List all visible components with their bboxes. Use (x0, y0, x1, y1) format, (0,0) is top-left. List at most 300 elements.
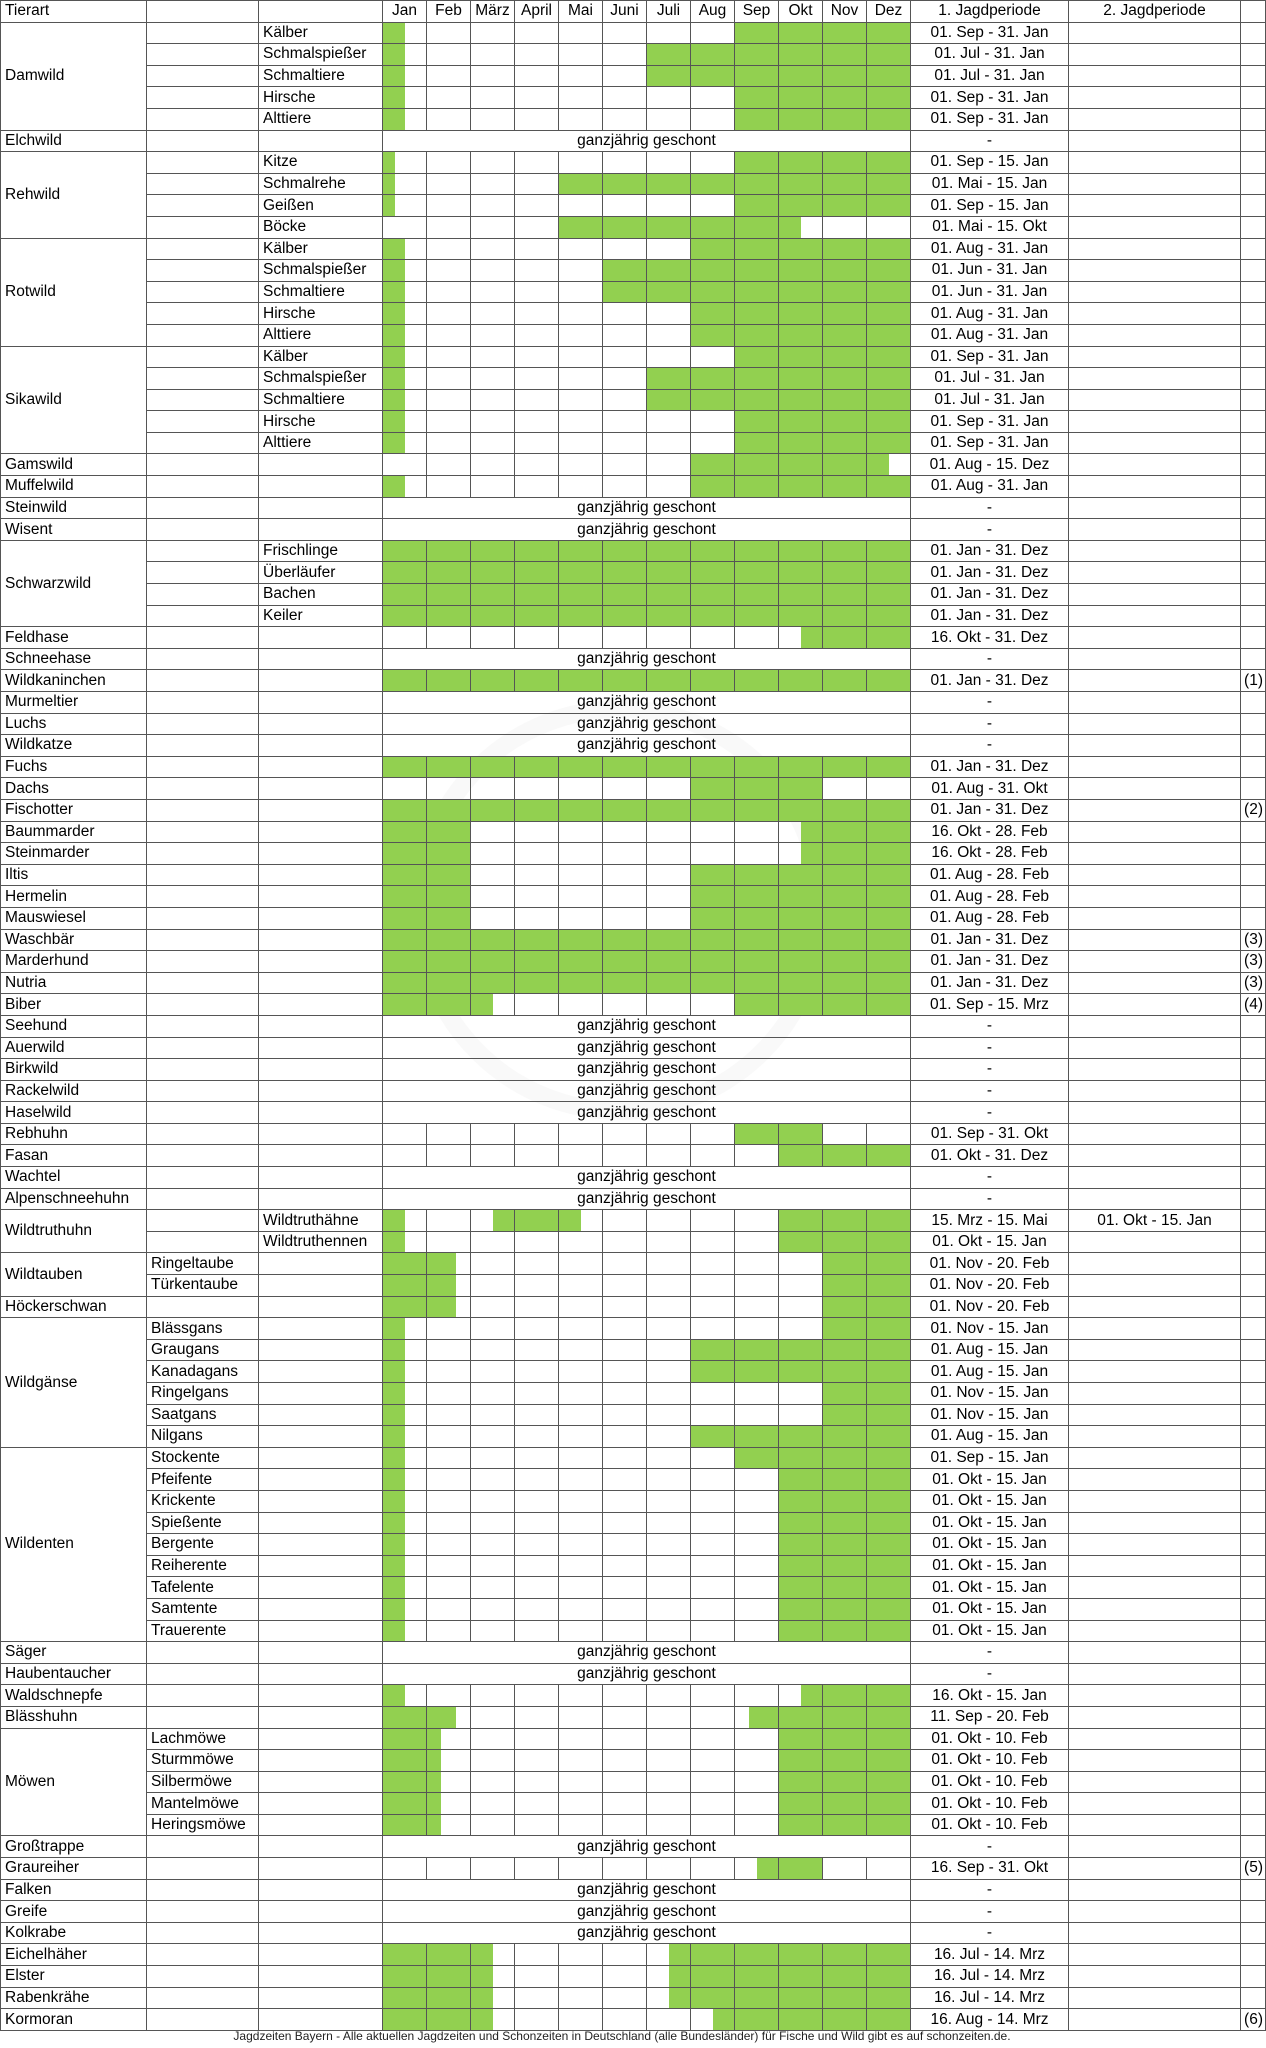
month-cell (383, 1231, 427, 1253)
hunting-period-2 (1069, 152, 1241, 174)
open-season-fill (735, 951, 778, 972)
closed-season-label: ganzjährig geschont (383, 1663, 911, 1685)
open-season-fill (427, 822, 470, 843)
species-name: Mauswiesel (1, 907, 147, 929)
open-season-fill (735, 800, 778, 821)
month-cell (559, 951, 603, 973)
month-cell (427, 1750, 471, 1772)
open-season-fill (867, 1210, 910, 1231)
footnote-ref: (3) (1241, 929, 1266, 951)
month-cell (691, 1685, 735, 1707)
open-season-fill (779, 66, 822, 87)
hunting-period-2 (1069, 1598, 1241, 1620)
open-season-fill (647, 282, 690, 303)
table-row (1, 1296, 1266, 1318)
month-cell (383, 1944, 427, 1966)
month-cell (471, 1490, 515, 1512)
closed-season-label: ganzjährig geschont (383, 1059, 911, 1081)
month-cell (867, 454, 911, 476)
hunting-period-2 (1069, 281, 1241, 303)
month-cell (427, 476, 471, 498)
month-cell (559, 22, 603, 44)
month-cell (427, 44, 471, 66)
footnote-ref (1241, 281, 1266, 303)
hunting-period-1: 01. Sep - 15. Jan (911, 152, 1069, 174)
open-season-fill (823, 1275, 866, 1296)
month-cell (823, 1555, 867, 1577)
month-cell (647, 44, 691, 66)
month-cell (383, 1620, 427, 1642)
month-cell (383, 1318, 427, 1340)
month-cell (779, 1944, 823, 1966)
table-row (1, 1728, 1266, 1750)
month-cell (647, 195, 691, 217)
month-cell (691, 173, 735, 195)
open-season-fill (383, 930, 426, 951)
hunting-period-1: 16. Okt - 28. Feb (911, 843, 1069, 865)
open-season-fill (735, 195, 778, 216)
month-cell (735, 1447, 779, 1469)
open-season-fill (735, 87, 778, 108)
hunting-period-1: 01. Jul - 31. Jan (911, 368, 1069, 390)
month-cell (647, 454, 691, 476)
month-cell (779, 1706, 823, 1728)
empty-cell (147, 584, 259, 606)
open-season-fill (427, 1944, 470, 1965)
month-cell (647, 1318, 691, 1340)
month-cell (691, 476, 735, 498)
hunting-period-2 (1069, 1318, 1241, 1340)
month-cell (735, 65, 779, 87)
month-cell (691, 1858, 735, 1880)
open-season-fill (735, 282, 778, 303)
month-cell (603, 173, 647, 195)
hunting-period-1: 01. Jul - 31. Jan (911, 65, 1069, 87)
month-cell (779, 108, 823, 130)
month-cell (427, 843, 471, 865)
empty-cell (147, 1663, 259, 1685)
species-name: Auerwild (1, 1037, 147, 1059)
open-season-fill (691, 1426, 734, 1447)
open-season-fill (383, 23, 405, 44)
month-cell (779, 951, 823, 973)
month-cell (735, 87, 779, 109)
open-season-fill (647, 66, 690, 87)
table-row (1, 519, 1266, 541)
month-cell (647, 368, 691, 390)
table-row (1, 1944, 1266, 1966)
month-cell (471, 1685, 515, 1707)
month-cell (691, 1296, 735, 1318)
open-season-fill (867, 195, 910, 216)
month-cell (471, 540, 515, 562)
hunting-period-1: 16. Jul - 14. Mrz (911, 1987, 1069, 2009)
month-cell (647, 1944, 691, 1966)
open-season-fill (735, 411, 778, 432)
month-cell (603, 1469, 647, 1491)
hunting-period-2 (1069, 1426, 1241, 1448)
month-cell (823, 951, 867, 973)
open-season-fill (559, 217, 602, 238)
empty-cell (147, 1080, 259, 1102)
footnote-ref (1241, 1836, 1266, 1858)
month-cell (779, 173, 823, 195)
month-cell (383, 87, 427, 109)
open-season-fill (647, 260, 690, 281)
subspecies-name: Alttiere (259, 108, 383, 130)
table-row (1, 1404, 1266, 1426)
empty-cell (259, 1361, 383, 1383)
hunting-period-2 (1069, 994, 1241, 1016)
open-season-fill (471, 606, 514, 627)
empty-cell (147, 907, 259, 929)
subspecies-name: Ringelgans (147, 1383, 259, 1405)
month-cell (383, 216, 427, 238)
month-cell (515, 972, 559, 994)
species-group-name: Schwarzwild (1, 540, 147, 626)
month-cell (867, 238, 911, 260)
open-season-fill (867, 1793, 910, 1814)
month-cell (559, 152, 603, 174)
month-cell (515, 584, 559, 606)
table-row (1, 65, 1266, 87)
month-cell (691, 1512, 735, 1534)
empty-cell (259, 670, 383, 692)
month-cell (515, 799, 559, 821)
hunting-period-2 (1069, 756, 1241, 778)
subspecies-name: Hirsche (259, 411, 383, 433)
hunting-period-2 (1069, 238, 1241, 260)
open-season-fill (823, 303, 866, 324)
footnote-ref (1241, 821, 1266, 843)
month-cell (383, 411, 427, 433)
open-season-fill (559, 606, 602, 627)
species-name: Falken (1, 1879, 147, 1901)
open-season-fill (383, 433, 405, 454)
month-cell (823, 1620, 867, 1642)
hunting-period-1: 01. Jan - 31. Dez (911, 929, 1069, 951)
open-season-fill (735, 454, 778, 475)
month-cell (779, 972, 823, 994)
hunting-period-1: 01. Jan - 31. Dez (911, 756, 1069, 778)
open-season-fill (383, 584, 426, 605)
month-cell (691, 584, 735, 606)
empty-cell (259, 713, 383, 735)
month-cell (383, 195, 427, 217)
month-cell (603, 1490, 647, 1512)
month-cell (471, 1944, 515, 1966)
month-cell (383, 972, 427, 994)
month-cell (427, 756, 471, 778)
open-season-fill (867, 670, 910, 691)
empty-cell (147, 1123, 259, 1145)
open-season-fill (493, 1210, 515, 1231)
species-name: Kormoran (1, 2009, 147, 2031)
month-cell (559, 562, 603, 584)
month-cell (735, 843, 779, 865)
open-season-fill (383, 87, 405, 108)
month-cell (427, 1706, 471, 1728)
hunting-period-1: 01. Okt - 15. Jan (911, 1577, 1069, 1599)
month-cell (471, 1814, 515, 1836)
hunting-period-2 (1069, 1577, 1241, 1599)
hunting-period-2 (1069, 346, 1241, 368)
subspecies-name: Kälber (259, 346, 383, 368)
open-season-fill (779, 1124, 822, 1145)
month-cell (647, 799, 691, 821)
empty-cell (147, 627, 259, 649)
month-cell (515, 907, 559, 929)
open-season-fill (735, 1426, 778, 1447)
open-season-fill (427, 670, 470, 691)
open-season-fill (867, 1361, 910, 1382)
open-season-fill (515, 670, 558, 691)
month-cell (647, 1404, 691, 1426)
subspecies-name: Sturmmöwe (147, 1750, 259, 1772)
month-cell (691, 1966, 735, 1988)
month-cell (867, 972, 911, 994)
month-cell (471, 605, 515, 627)
month-cell (383, 864, 427, 886)
open-season-fill (823, 1318, 866, 1339)
open-season-fill (867, 282, 910, 303)
empty-cell (147, 1987, 259, 2009)
month-cell (823, 1966, 867, 1988)
month-cell (691, 540, 735, 562)
hunting-period-1: 01. Okt - 15. Jan (911, 1534, 1069, 1556)
open-season-fill (823, 1383, 866, 1404)
open-season-fill (603, 217, 646, 238)
month-cell (647, 1858, 691, 1880)
hunting-period-2 (1069, 260, 1241, 282)
empty-cell (147, 389, 259, 411)
month-cell (691, 238, 735, 260)
month-cell (691, 756, 735, 778)
open-season-fill (691, 454, 734, 475)
open-season-fill (779, 109, 822, 130)
open-season-fill (735, 973, 778, 994)
table-row (1, 799, 1266, 821)
hunting-period-1: 01. Jan - 31. Dez (911, 799, 1069, 821)
month-cell (735, 1793, 779, 1815)
open-season-fill (867, 1685, 910, 1706)
month-cell (427, 454, 471, 476)
empty-cell (147, 1706, 259, 1728)
month-cell (823, 627, 867, 649)
closed-season-label: ganzjährig geschont (383, 1901, 911, 1923)
month-cell (779, 1275, 823, 1297)
empty-cell (259, 1598, 383, 1620)
month-cell (427, 238, 471, 260)
open-season-fill (515, 584, 558, 605)
month-cell (515, 1706, 559, 1728)
month-cell (647, 1685, 691, 1707)
month-cell (867, 1728, 911, 1750)
month-cell (559, 1858, 603, 1880)
open-season-fill (867, 973, 910, 994)
hunting-period-2 (1069, 303, 1241, 325)
open-season-fill (383, 606, 426, 627)
month-cell (427, 1123, 471, 1145)
open-season-fill (471, 541, 514, 562)
month-cell (735, 173, 779, 195)
open-season-fill (427, 908, 470, 929)
empty-cell (259, 1620, 383, 1642)
open-season-fill (823, 1340, 866, 1361)
species-group-name: Wildgänse (1, 1318, 147, 1448)
month-cell (647, 1966, 691, 1988)
month-cell (647, 216, 691, 238)
month-cell (515, 1469, 559, 1491)
table-row (1, 476, 1266, 498)
month-cell (823, 1275, 867, 1297)
open-season-fill (383, 1750, 426, 1771)
open-season-fill (735, 1361, 778, 1382)
open-season-fill (735, 757, 778, 778)
month-cell (603, 1145, 647, 1167)
hunting-period-2 (1069, 1987, 1241, 2009)
open-season-fill (867, 1707, 910, 1728)
open-season-fill (867, 1729, 910, 1750)
month-cell (515, 1814, 559, 1836)
open-season-fill (779, 1772, 822, 1793)
month-cell (867, 605, 911, 627)
month-cell (559, 1361, 603, 1383)
open-season-fill (823, 1232, 866, 1253)
species-name: Wildkaninchen (1, 670, 147, 692)
month-cell (471, 972, 515, 994)
month-cell (735, 1210, 779, 1232)
open-season-fill (427, 800, 470, 821)
open-season-fill (823, 1361, 866, 1382)
footnote-ref (1241, 1231, 1266, 1253)
footnote-ref (1241, 1145, 1266, 1167)
month-cell (867, 1620, 911, 1642)
month-cell (603, 1210, 647, 1232)
month-cell (559, 972, 603, 994)
month-cell (427, 1555, 471, 1577)
month-cell (515, 346, 559, 368)
month-cell (691, 216, 735, 238)
table-row (1, 1447, 1266, 1469)
hunting-period-1: 01. Sep - 31. Okt (911, 1123, 1069, 1145)
month-cell (779, 929, 823, 951)
open-season-fill (647, 368, 690, 389)
month-cell (647, 1447, 691, 1469)
open-season-fill (867, 930, 910, 951)
hunting-period-2 (1069, 173, 1241, 195)
month-cell (427, 670, 471, 692)
hunting-period-2 (1069, 1555, 1241, 1577)
species-group-name: Wildtruthuhn (1, 1210, 147, 1253)
header-row (1, 1, 1266, 23)
month-cell (471, 1145, 515, 1167)
month-cell (515, 627, 559, 649)
month-cell (735, 1771, 779, 1793)
month-cell (559, 1123, 603, 1145)
open-season-fill (383, 303, 405, 324)
month-cell (779, 152, 823, 174)
open-season-fill (383, 1491, 405, 1512)
open-season-fill (691, 325, 734, 346)
month-cell (735, 1814, 779, 1836)
hunting-period-2 (1069, 454, 1241, 476)
hunting-period-1: 01. Sep - 15. Jan (911, 195, 1069, 217)
open-season-fill (801, 843, 823, 864)
subspecies-name: Wildtruthennen (259, 1231, 383, 1253)
month-cell (427, 605, 471, 627)
month-cell (779, 44, 823, 66)
species-name: Murmeltier (1, 692, 147, 714)
footnote-ref (1241, 1253, 1266, 1275)
empty-cell (259, 1080, 383, 1102)
open-season-fill (779, 1469, 822, 1490)
month-cell (867, 821, 911, 843)
empty-cell (147, 886, 259, 908)
month-cell (471, 216, 515, 238)
open-season-fill (691, 1340, 734, 1361)
month-cell (647, 1987, 691, 2009)
month-cell (383, 281, 427, 303)
month-cell (383, 1447, 427, 1469)
month-cell (823, 584, 867, 606)
month-cell (779, 1750, 823, 1772)
month-cell (471, 1469, 515, 1491)
month-cell (515, 886, 559, 908)
month-cell (691, 281, 735, 303)
month-cell (867, 432, 911, 454)
open-season-fill (735, 670, 778, 691)
open-season-fill (779, 1210, 822, 1231)
table-row (1, 1210, 1266, 1232)
month-cell (515, 1987, 559, 2009)
open-season-fill (867, 325, 910, 346)
month-cell (515, 87, 559, 109)
month-cell (691, 411, 735, 433)
hunting-period-1: 16. Okt - 15. Jan (911, 1685, 1069, 1707)
month-cell (779, 1123, 823, 1145)
month-cell (735, 1750, 779, 1772)
open-season-fill (779, 325, 822, 346)
open-season-fill (867, 23, 910, 44)
month-cell (779, 799, 823, 821)
open-season-fill (735, 433, 778, 454)
month-cell (735, 1383, 779, 1405)
empty-cell (259, 1534, 383, 1556)
open-season-fill (383, 1577, 405, 1598)
hunting-period-2 (1069, 1750, 1241, 1772)
empty-cell (259, 1879, 383, 1901)
open-season-fill (691, 800, 734, 821)
open-season-fill (823, 670, 866, 691)
month-cell (735, 44, 779, 66)
month-cell (647, 324, 691, 346)
open-season-fill (779, 368, 822, 389)
month-cell (867, 1447, 911, 1469)
table-row (1, 648, 1266, 670)
month-cell (603, 1793, 647, 1815)
month-cell (867, 368, 911, 390)
empty-cell (147, 972, 259, 994)
month-cell (471, 1253, 515, 1275)
header-blank-1 (147, 1, 259, 23)
open-season-fill (691, 174, 734, 195)
month-cell (515, 1577, 559, 1599)
species-name: Iltis (1, 864, 147, 886)
month-cell (779, 605, 823, 627)
open-season-fill (779, 1944, 822, 1965)
open-season-fill (383, 109, 405, 130)
